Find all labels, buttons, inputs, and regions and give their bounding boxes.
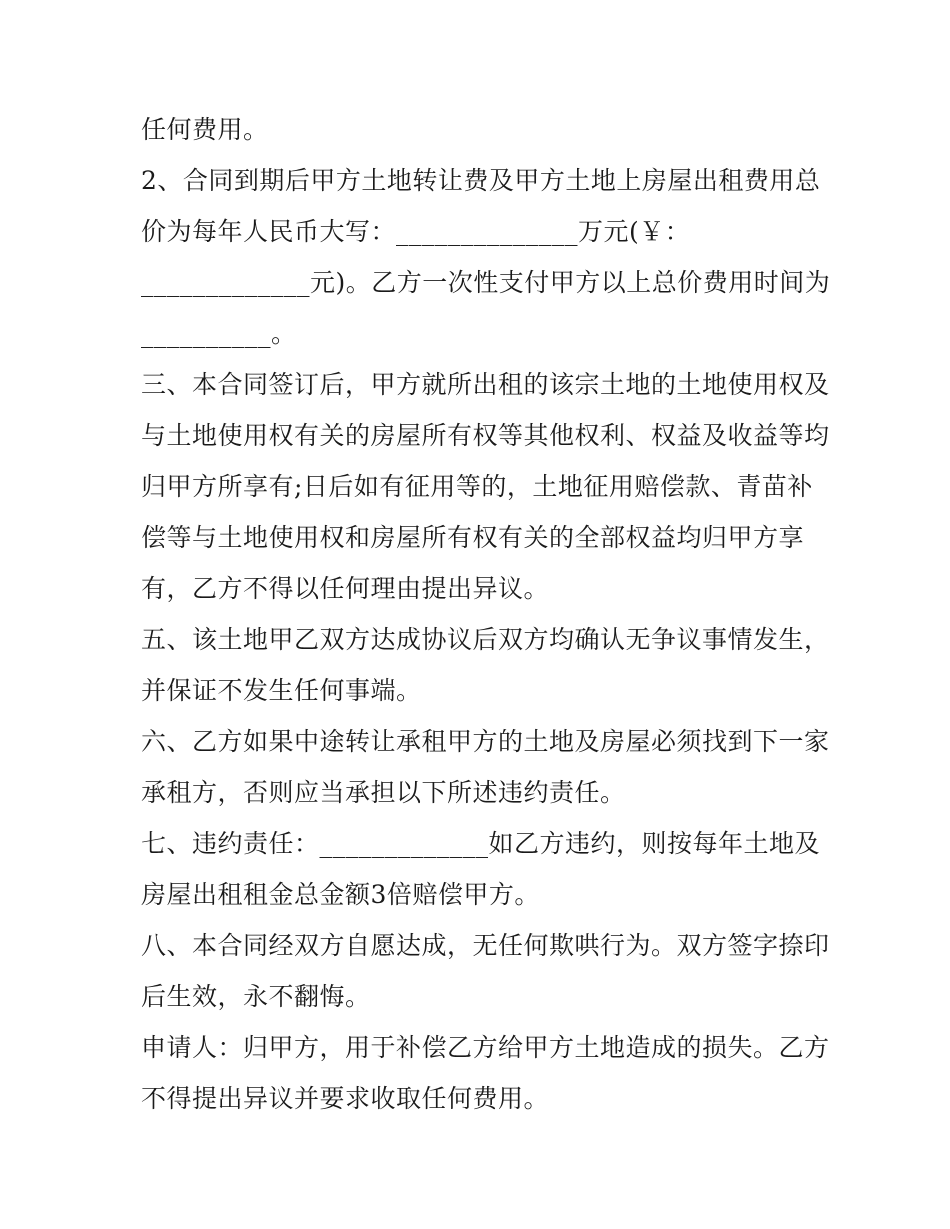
text-line: 与土地使用权有关的房屋所有权等其他权利、权益及收益等均 — [141, 421, 830, 450]
text-line: 2、合同到期后甲方土地转让费及甲方土地上房屋出租费用总 — [141, 166, 821, 195]
text-line: 八、本合同经双方自愿达成，无任何欺哄行为。双方签字捺印 — [141, 931, 830, 960]
text-line: 偿等与土地使用权和房屋所有权有关的全部权益均归甲方享 — [141, 523, 805, 552]
text-line: 房屋出租租金总金额3倍赔偿甲方。 — [141, 880, 540, 909]
text-line: 申请人：归甲方，用于补偿乙方给甲方土地造成的损失。乙方 — [141, 1033, 830, 1062]
text-line: 五、该土地甲乙双方达成协议后双方均确认无争议事情发生， — [141, 625, 830, 654]
text-line: 价为每年人民币大写：______________万元(￥： — [141, 217, 691, 246]
text-line: 任何费用。 — [141, 115, 269, 144]
text-line: 后生效，永不翻悔。 — [141, 982, 371, 1011]
text-line: _____________元)。乙方一次性支付甲方以上总价费用时间为 — [141, 268, 831, 297]
text-line: __________。 — [141, 319, 297, 348]
text-line: 不得提出异议并要求收取任何费用。 — [141, 1084, 550, 1113]
text-line: 归甲方所享有;日后如有征用等的，土地征用赔偿款、青苗补 — [141, 472, 813, 501]
text-line: 七、违约责任：_____________如乙方违约，则按每年土地及 — [141, 829, 821, 858]
text-line: 六、乙方如果中途转让承租甲方的土地及房屋必须找到下一家 — [141, 727, 830, 756]
text-line: 三、本合同签订后，甲方就所出租的该宗土地的土地使用权及 — [141, 370, 830, 399]
text-line: 并保证不发生任何事端。 — [141, 676, 422, 705]
text-line: 有，乙方不得以任何理由提出异议。 — [141, 574, 550, 603]
contract-body — [141, 104, 831, 1124]
text-line: 承租方，否则应当承担以下所述违约责任。 — [141, 778, 626, 807]
